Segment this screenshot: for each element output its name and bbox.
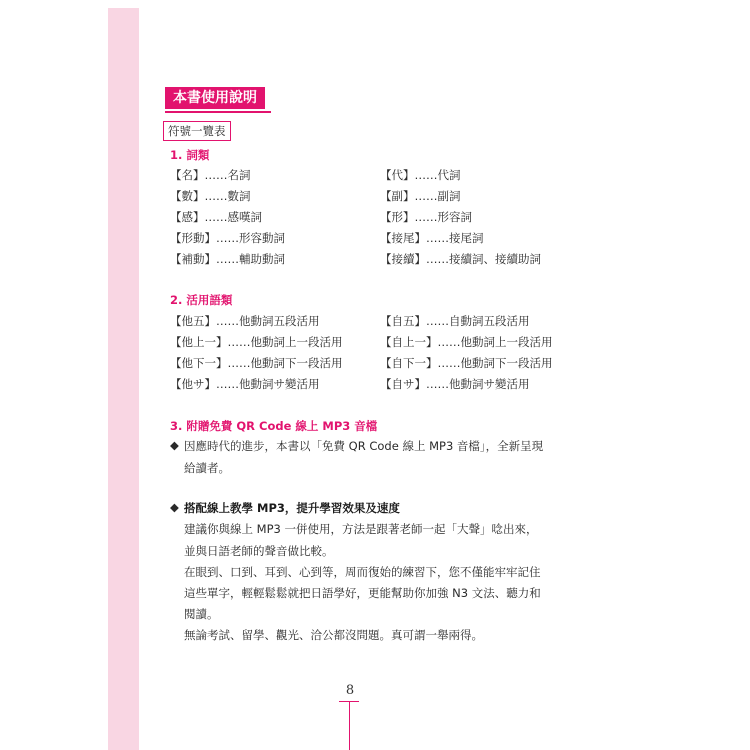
page-title: 本書使用說明 (165, 87, 265, 109)
paragraph-line: 閱讀。 (184, 607, 219, 621)
page-marker-vertical (349, 701, 350, 750)
legend-item: 【他下一】……他動詞下一段活用 (170, 356, 343, 370)
legend-item: 【自下一】……他動詞下一段活用 (380, 356, 553, 370)
paragraph-line: 給讀者。 (184, 461, 230, 475)
section-heading-mp3: 3. 附贈免費 QR Code 線上 MP3 音檔 (170, 419, 378, 433)
diamond-bullet-icon: ◆ (170, 500, 179, 514)
legend-item: 【自五】……自動詞五段活用 (380, 314, 530, 328)
section-heading-parts-of-speech: 1. 詞類 (170, 148, 210, 162)
legend-item: 【他上一】……他動詞上一段活用 (170, 335, 343, 349)
legend-item: 【接續】……接續詞、接續助詞 (380, 252, 541, 266)
legend-item: 【代】……代詞 (380, 168, 461, 182)
legend-item: 【副】……副詞 (380, 189, 461, 203)
legend-item: 【他サ】……他動詞サ變活用 (170, 377, 320, 391)
legend-item: 【他五】……他動詞五段活用 (170, 314, 320, 328)
paragraph-line: 因應時代的進步，本書以「免費 QR Code 線上 MP3 音檔」，全新呈現 (184, 439, 544, 453)
page-number: 8 (345, 683, 355, 698)
legend-item: 【接尾】……接尾詞 (380, 231, 484, 245)
legend-item: 【補動】……輔助動詞 (170, 252, 285, 266)
subheading-online-mp3: 搭配線上教學 MP3，提升學習效果及速度 (184, 501, 400, 515)
legend-item: 【數】……數詞 (170, 189, 251, 203)
legend-item: 【形動】……形容動詞 (170, 231, 285, 245)
legend-item: 【自サ】……他動詞サ變活用 (380, 377, 530, 391)
paragraph-line: 建議你與線上 MP3 一併使用，方法是跟著老師一起「大聲」唸出來， (184, 522, 538, 536)
legend-label: 符號一覽表 (163, 121, 231, 141)
side-color-band (108, 8, 139, 750)
paragraph-line: 無論考試、留學、觀光、洽公都沒問題。真可謂一舉兩得。 (184, 628, 483, 642)
title-underline (165, 111, 271, 113)
legend-item: 【名】……名詞 (170, 168, 251, 182)
paragraph-line: 在眼到、口到、耳到、心到等，周而復始的練習下，您不僅能牢牢記住 (184, 565, 541, 579)
section-heading-conjugations: 2. 活用語類 (170, 293, 233, 307)
diamond-bullet-icon: ◆ (170, 438, 179, 452)
legend-item: 【感】……感嘆詞 (170, 210, 262, 224)
legend-item: 【形】……形容詞 (380, 210, 472, 224)
legend-item: 【自上一】……他動詞上一段活用 (380, 335, 553, 349)
paragraph-line: 並與日語老師的聲音做比較。 (184, 544, 334, 558)
paragraph-line: 這些單字，輕輕鬆鬆就把日語學好，更能幫助你加強 N3 文法、聽力和 (184, 586, 541, 600)
